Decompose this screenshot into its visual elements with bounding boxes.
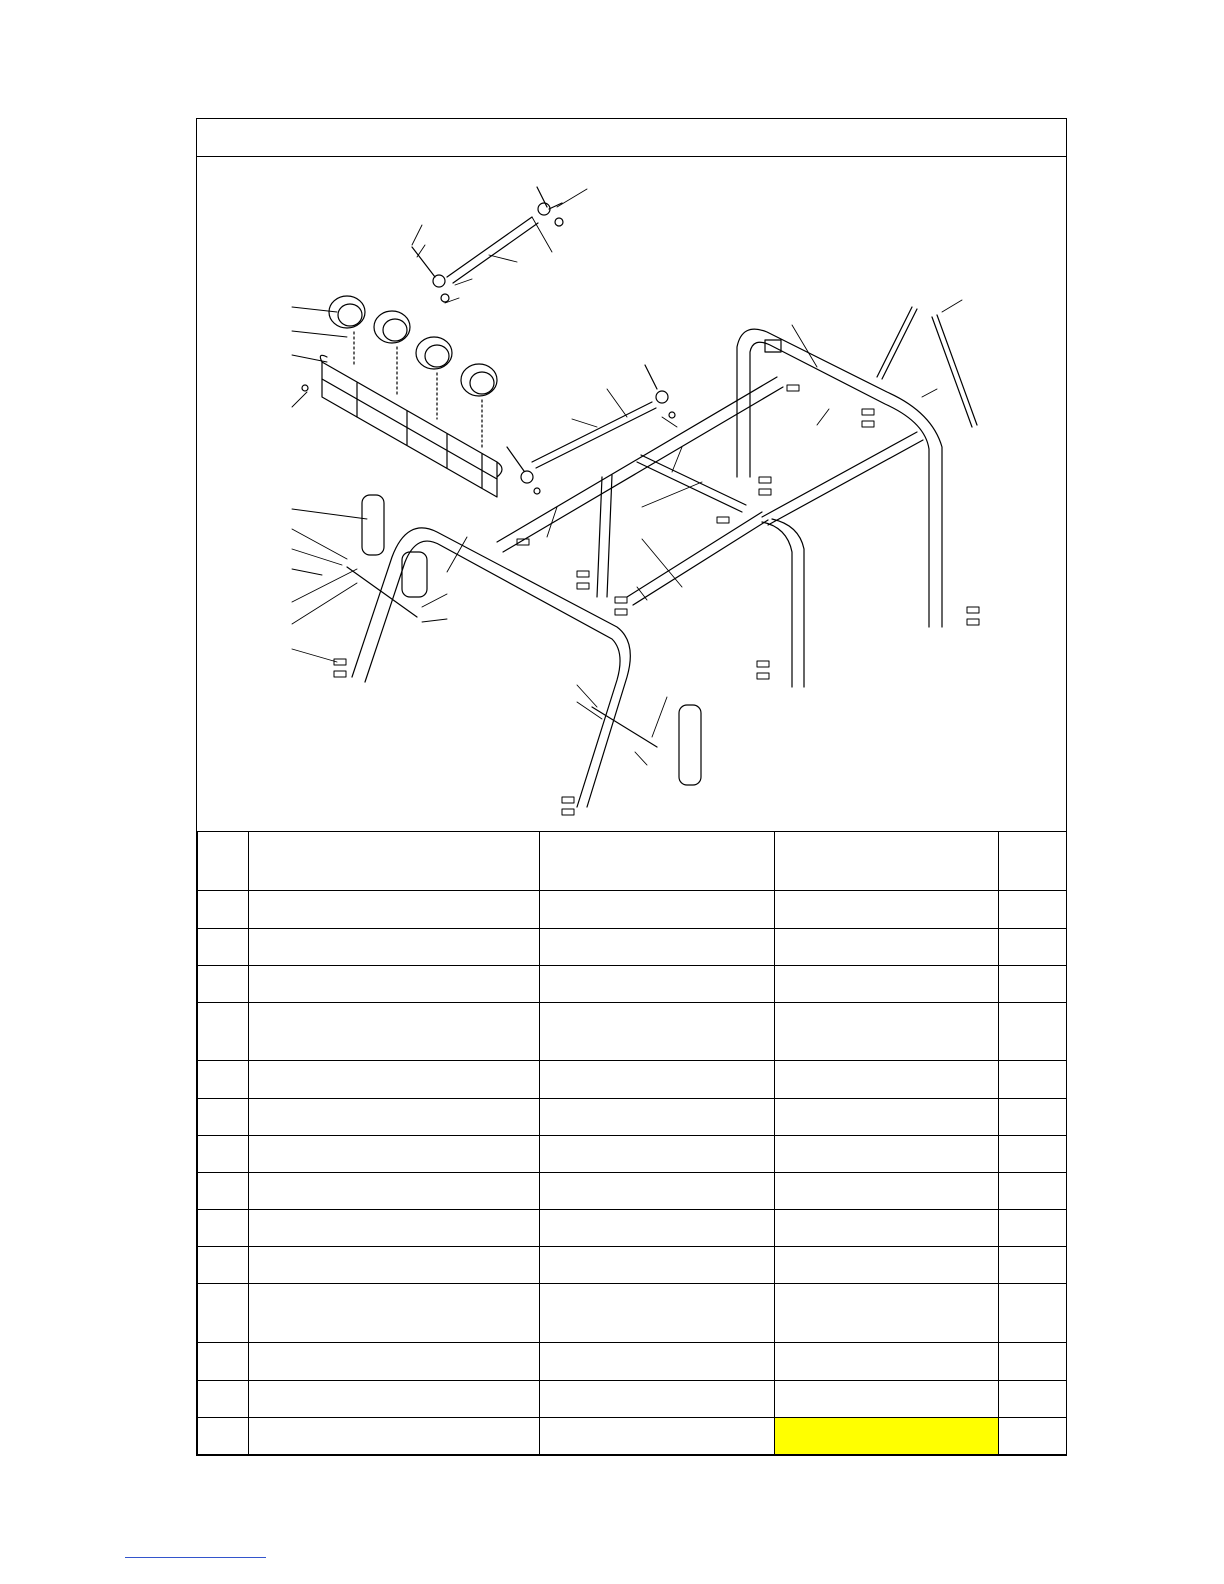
cell	[999, 1343, 1067, 1381]
cell	[540, 1136, 775, 1173]
rear-roll-hoop	[737, 329, 942, 627]
cell	[775, 1247, 999, 1284]
cell	[249, 1247, 540, 1284]
table-row	[198, 1099, 1067, 1136]
cell	[198, 1381, 249, 1418]
cell	[249, 1381, 540, 1418]
header-cell	[540, 832, 775, 891]
cell	[775, 966, 999, 1003]
rear-braces	[877, 307, 977, 427]
cell	[198, 1210, 249, 1247]
cell	[999, 929, 1067, 966]
cell	[775, 929, 999, 966]
cell	[775, 1173, 999, 1210]
cell	[999, 1003, 1067, 1061]
cell	[198, 966, 249, 1003]
cell	[249, 1003, 540, 1061]
cell	[249, 1343, 540, 1381]
cell	[540, 1210, 775, 1247]
table-row	[198, 1343, 1067, 1381]
table-row	[198, 1381, 1067, 1418]
cell	[540, 1343, 775, 1381]
cell	[540, 1247, 775, 1284]
table-row	[198, 1003, 1067, 1061]
cell	[540, 1381, 775, 1418]
cell	[198, 1099, 249, 1136]
table-row	[198, 966, 1067, 1003]
table-row	[198, 1284, 1067, 1343]
roll-cage-drawing	[197, 157, 1066, 831]
footer-link-underline	[125, 1557, 266, 1558]
cell	[249, 1099, 540, 1136]
cell	[249, 1418, 540, 1455]
cell	[198, 891, 249, 929]
cell	[249, 1173, 540, 1210]
cell	[540, 929, 775, 966]
table-row	[198, 1061, 1067, 1099]
front-roll-hoop	[352, 528, 630, 807]
cell	[999, 1418, 1067, 1455]
cell	[198, 1173, 249, 1210]
cell	[999, 1381, 1067, 1418]
mounting-bolts	[334, 385, 979, 815]
parts-sheet-frame	[196, 118, 1067, 1456]
cell	[249, 1136, 540, 1173]
cell	[198, 1247, 249, 1284]
cell	[198, 1003, 249, 1061]
cell	[540, 1061, 775, 1099]
parts-list-table	[197, 831, 1067, 1455]
table-row	[198, 1210, 1067, 1247]
cell	[999, 1099, 1067, 1136]
cell	[540, 1418, 775, 1455]
cell	[775, 891, 999, 929]
sheet-title	[197, 119, 1066, 157]
table-header-row	[198, 832, 1067, 891]
cell	[198, 929, 249, 966]
cell	[999, 966, 1067, 1003]
table-row	[198, 1136, 1067, 1173]
cell	[540, 1003, 775, 1061]
cell	[775, 1003, 999, 1061]
cell	[249, 1210, 540, 1247]
cell	[775, 1136, 999, 1173]
middle-rod-assembly	[507, 365, 675, 494]
cell	[198, 1418, 249, 1455]
cell	[775, 1061, 999, 1099]
table-row	[198, 1247, 1067, 1284]
cell	[198, 1284, 249, 1343]
cell	[775, 1381, 999, 1418]
cell	[999, 1061, 1067, 1099]
top-cross-bar-assembly	[412, 187, 563, 302]
exploded-parts-diagram	[197, 157, 1066, 831]
header-cell	[249, 832, 540, 891]
cell	[999, 1136, 1067, 1173]
cell	[249, 1284, 540, 1343]
lamps	[329, 296, 497, 447]
table-row	[198, 1418, 1067, 1455]
cell	[198, 1343, 249, 1381]
cell	[775, 1343, 999, 1381]
cell	[540, 1173, 775, 1210]
table-row	[198, 1173, 1067, 1210]
cell	[540, 966, 775, 1003]
cell	[775, 1099, 999, 1136]
cell	[775, 1210, 999, 1247]
cell	[999, 1247, 1067, 1284]
cell	[540, 1099, 775, 1136]
cell	[249, 929, 540, 966]
header-cell	[198, 832, 249, 891]
cell	[540, 1284, 775, 1343]
cell	[198, 1136, 249, 1173]
cross-tubes	[497, 377, 923, 687]
cell	[999, 1284, 1067, 1343]
table-row	[198, 891, 1067, 929]
cell	[775, 1284, 999, 1343]
cell	[249, 966, 540, 1003]
highlighted-cell	[775, 1418, 999, 1455]
header-cell	[999, 832, 1067, 891]
cell	[249, 1061, 540, 1099]
table-row	[198, 929, 1067, 966]
cell	[249, 891, 540, 929]
cell	[540, 891, 775, 929]
header-cell	[775, 832, 999, 891]
cell	[999, 1173, 1067, 1210]
cell	[198, 1061, 249, 1099]
cell	[999, 891, 1067, 929]
cell	[999, 1210, 1067, 1247]
